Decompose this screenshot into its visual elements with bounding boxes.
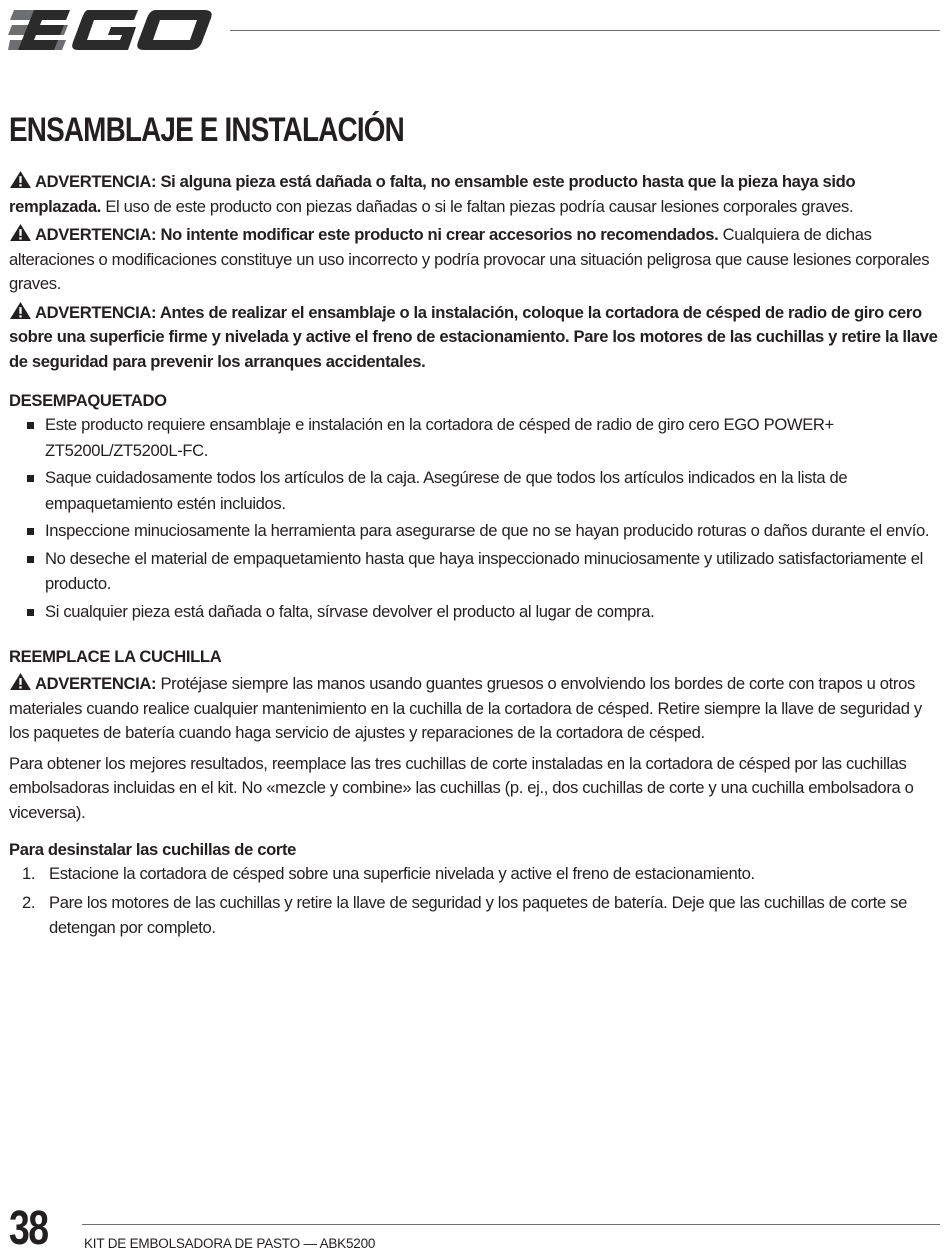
warning-text: Cualquiera de dichas alteraciones o modificaciones constituye un uso incorrecto y podría provocar una situación peligrosa que cause lesiones corporales graves. <box>9 225 930 293</box>
warning-label: ADVERTENCIA: <box>35 302 157 322</box>
warning-triangle-icon <box>9 301 32 320</box>
bullet-square-icon <box>27 475 34 482</box>
warning-label: ADVERTENCIA: <box>35 172 157 191</box>
list-item-text: Inspeccione minuciosamente la herramienta para asegurarse de que no se hayan producido roturas o daños durante el envío. <box>45 521 930 540</box>
warning-bold-text: Si alguna pieza está dañada o falta, no ensamble este producto hasta que la pieza haya sido remplazada. <box>9 172 856 216</box>
footer-text: KIT DE EMBOLSADORA DE PASTO — ABK5200 <box>84 1236 376 1251</box>
step-item <box>9 890 940 941</box>
logo-g <box>72 10 138 50</box>
list-item <box>9 546 940 597</box>
page-number: 38 <box>9 1202 48 1255</box>
warning-paragraph-2 <box>9 223 940 297</box>
bullet-square-icon <box>27 422 34 429</box>
warning-paragraph-3 <box>9 301 940 375</box>
warning-triangle-icon <box>9 223 32 242</box>
main-content <box>9 110 940 944</box>
header-rule <box>230 30 940 31</box>
warning-label: ADVERTENCIA: <box>35 225 157 244</box>
logo-o <box>137 10 211 50</box>
remove-steps-list <box>9 861 940 941</box>
blade-info-paragraph: Para obtener los mejores resultados, reemplace las tres cuchillas de corte instaladas en la cortadora de césped por las cuchillas embolsadoras incluidas en el kit. No «mezcle y combine» las cuchillas (p. ej., dos cuchillas de corte y una cuchilla embolsadora o viceversa). <box>9 753 914 822</box>
list-item-text: Saque cuidadosamente todos los artículos de la caja. Asegúrese de que todos los artículos indicados en la lista de empaquetamiento estén incluidos. <box>45 468 848 513</box>
list-item-text: No deseche el material de empaquetamiento hasta que haya inspeccionado minuciosamente y utilizado satisfactoriamente el producto. <box>45 548 923 593</box>
warning-paragraph-1 <box>9 170 940 219</box>
step-text: Estacione la cortadora de césped sobre una superficie nivelada y active el freno de estacionamiento. <box>49 864 755 883</box>
warning-text: Protéjase siempre las manos usando guantes gruesos o envolviendo los bordes de corte con trapos u otros materiales cuando realice cualquier mantenimiento en la cuchilla de la cortadora de césped. Retire siempre la llave de seguridad y los paquetes de batería cuando haga servicio de ajustes y reparaciones de la cortadora de césped. <box>9 674 922 742</box>
footer-rule <box>82 1224 940 1225</box>
subheading-remove-blades: Para desinstalar las cuchillas de corte <box>9 840 297 859</box>
step-text: Pare los motores de las cuchillas y retire la llave de seguridad y los paquetes de batería. Deje que las cuchillas de corte se detengan por completo. <box>49 892 907 937</box>
list-item <box>9 412 940 463</box>
list-item-text: Este producto requiere ensamblaje e instalación en la cortadora de césped de radio de giro cero EGO POWER+ ZT5200L/ZT5200L-FC. <box>45 415 834 460</box>
page-title: ENSAMBLAJE E INSTALACIÓN <box>9 111 404 149</box>
warning-text: El uso de este producto con piezas dañadas o si le faltan piezas podría causar lesiones corporales graves. <box>101 196 854 216</box>
warning-bold-text: No intente modificar este producto ni crear accesorios no recomendados. <box>156 225 719 244</box>
section-heading-unpacking: DESEMPAQUETADO <box>9 391 167 410</box>
blade-warning-paragraph <box>9 672 940 746</box>
bullet-square-icon <box>27 556 34 563</box>
bullet-square-icon <box>27 609 34 616</box>
list-item <box>9 465 940 516</box>
warning-triangle-icon <box>9 672 32 691</box>
ego-logo <box>8 6 214 54</box>
list-item <box>9 518 940 544</box>
section-heading-replace-blade: REEMPLACE LA CUCHILLA <box>9 647 222 666</box>
warning-label: ADVERTENCIA: <box>35 674 157 693</box>
page-footer <box>0 1200 950 1260</box>
unpacking-list <box>9 412 940 624</box>
step-item <box>9 861 940 887</box>
warning-triangle-icon <box>9 170 32 189</box>
bullet-square-icon <box>27 528 34 535</box>
step-number: 1. <box>22 864 36 883</box>
list-item <box>9 599 940 625</box>
list-item-text: Si cualquier pieza está dañada o falta, sírvase devolver el producto al lugar de compra. <box>45 601 655 621</box>
step-number: 2. <box>22 892 36 912</box>
warning-bold-text: Antes de realizar el ensamblaje o la instalación, coloque la cortadora de césped de radio de giro cero sobre una superficie firme y nivelada y active el freno de estacionamiento. Pare los motores de las cuchillas y retire la llave de seguridad para prevenir los arranques accidentales. <box>9 302 938 371</box>
page-header <box>0 0 950 60</box>
